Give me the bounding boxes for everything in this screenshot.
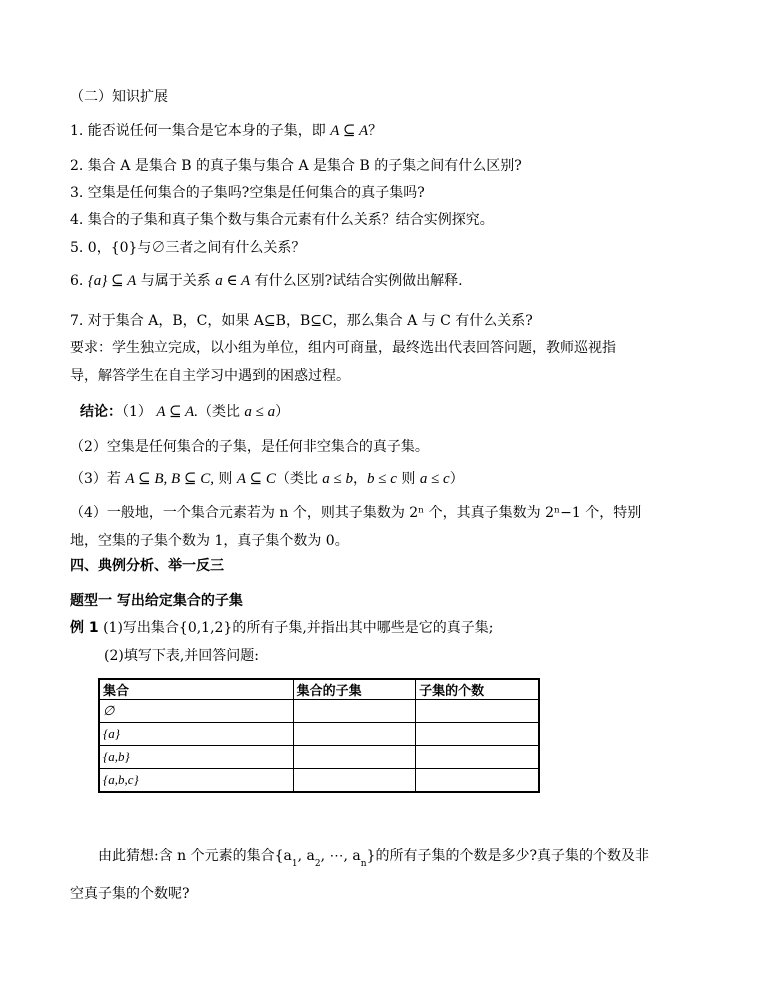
count-cell[interactable] (416, 700, 539, 723)
example-1 (70, 618, 494, 638)
subsets-cell[interactable] (293, 723, 415, 746)
header-set: 集合 (99, 679, 293, 700)
c1-math-1: A ⊆ A. (156, 404, 198, 420)
question-type-heading: 题型一 写出给定集合的子集 (70, 593, 243, 609)
c3-text-2: （类比 (275, 471, 323, 487)
question-6 (70, 271, 463, 291)
c3-text-4: 则 (396, 471, 420, 487)
requirement-line-1: 要求：学生独立完成，以小组为单位，组内可商量，最终选出代表回答问题，教师巡视指 (70, 340, 616, 356)
count-cell[interactable] (416, 723, 539, 746)
q1-tail: ？ (368, 123, 383, 139)
set-cell: {a} (99, 723, 293, 746)
subset-table (98, 678, 540, 793)
conclusion-3 (70, 469, 464, 489)
q6-text-1: 与属于关系 (136, 273, 216, 289)
c3-text-5: ） (449, 471, 464, 487)
question-4: 4. 集合的子集和真子集个数与集合元素有什么关系？结合实例探究。 (70, 212, 494, 228)
guess-comma-1: , a (297, 848, 315, 864)
c3-text-3: ， (353, 471, 368, 487)
c1-pre: （1） (122, 404, 157, 420)
count-cell[interactable] (416, 746, 539, 769)
question-2: 2. 集合 A 是集合 B 的真子集与集合 A 是集合 B 的子集之间有什么区别? (70, 158, 522, 174)
example-1-part-2: (2)填写下表,并回答问题: (104, 648, 259, 664)
q6-math-2: a ∈ A (215, 273, 251, 289)
c1-text-2: ） (275, 404, 290, 420)
guess-line-2: 空真子集的个数呢? (70, 886, 190, 902)
table-row (99, 746, 539, 769)
sub-n: n (360, 859, 367, 869)
question-5: 5. 0，{0}与∅三者之间有什么关系？ (70, 240, 306, 256)
c1-math-2: a ≤ a (244, 404, 276, 420)
q6-num: 6. (70, 273, 88, 289)
c1-text-1: （类比 (197, 404, 245, 420)
example-label: 例 1 (70, 620, 99, 636)
set-cell: ∅ (99, 700, 293, 723)
c3-math-3: a ≤ b (322, 471, 354, 487)
question-3: 3. 空集是任何集合的子集吗?空集是任何集合的真子集吗? (70, 185, 425, 201)
part-four-heading: 四、典例分析、举一反三 (70, 558, 224, 574)
table-row (99, 700, 539, 723)
requirement-line-2: 导，解答学生在自主学习中遇到的困惑过程。 (70, 368, 350, 384)
conclusion-4-line-2: 地，空集的子集个数为 1，真子集个数为 0。 (70, 533, 349, 549)
c3-math-2: A ⊆ C (236, 471, 276, 487)
guess-post: }的所有子集的个数是多少?真子集的个数及非 (366, 848, 649, 864)
table-header-row (99, 679, 539, 700)
q6-math-1: {a} ⊆ A (87, 273, 137, 289)
sub-2: 2 (314, 859, 321, 869)
guess-comma-2: , ⋯, a (320, 848, 361, 864)
q1-text: 1. 能否说任何一集合是它本身的子集，即 (70, 123, 331, 139)
conclusion-label: 结论： (80, 404, 122, 420)
conclusion-4-line-1: （4）一般地，一个集合元素若为 n 个，则其子集数为 2ⁿ 个，其真子集数为 2ⁿ−1 个，特别 (70, 505, 642, 521)
subsets-cell[interactable] (293, 769, 415, 793)
q6-text-2: 有什么区别?试结合实例做出解释. (250, 273, 463, 289)
set-cell: {a,b} (99, 746, 293, 769)
header-subsets: 集合的子集 (293, 679, 415, 700)
section-title: （二）知识扩展 (70, 89, 168, 105)
question-1 (70, 121, 382, 141)
conclusion-2: （2）空集是任何集合的子集，是任何非空集合的真子集。 (70, 439, 429, 455)
guess-pre: 由此猜想:含 n 个元素的集合{a (98, 848, 292, 864)
header-count: 子集的个数 (416, 679, 539, 700)
c3-math-4: b ≤ c (367, 471, 397, 487)
guess-line-1 (98, 846, 649, 874)
subsets-cell[interactable] (293, 700, 415, 723)
c3-math-1: A ⊆ B, B ⊆ C, (125, 471, 214, 487)
conclusion-1 (80, 402, 289, 422)
c3-math-5: a ≤ c (419, 471, 450, 487)
set-cell: {a,b,c} (99, 769, 293, 793)
c3-text-1: 则 (213, 471, 237, 487)
example-1-text: (1)写出集合{0,1,2}的所有子集,并指出其中哪些是它的真子集; (98, 620, 494, 636)
count-cell[interactable] (416, 769, 539, 793)
table-row (99, 769, 539, 793)
question-7: 7. 对于集合 A，B，C，如果 A⊆B，B⊆C，那么集合 A 与 C 有什么关系? (70, 313, 533, 329)
sub-1: 1 (291, 859, 298, 869)
table-row (99, 723, 539, 746)
q1-math: A ⊆ A (330, 123, 369, 139)
subsets-cell[interactable] (293, 746, 415, 769)
c3-pre: （3）若 (70, 471, 126, 487)
